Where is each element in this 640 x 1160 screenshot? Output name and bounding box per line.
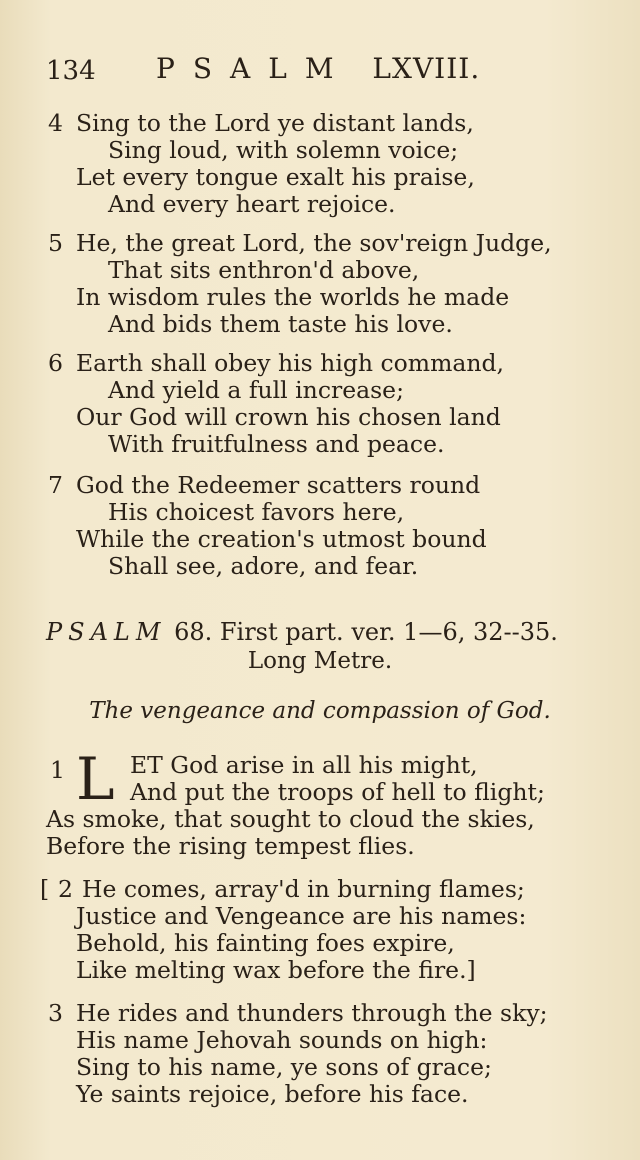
verse-line: He comes, array'd in burning flames; — [82, 875, 525, 903]
stanza-2 — [40, 875, 606, 984]
opening-bracket: [ — [40, 875, 50, 903]
stanza-1 — [46, 745, 606, 860]
verse-line: Ye saints rejoice, before his face. — [76, 1080, 469, 1108]
running-title — [156, 52, 480, 85]
running-title-number: LXVIII. — [372, 52, 481, 85]
verse-number: 1 — [50, 756, 65, 784]
verse-line: Let every tongue exalt his praise, — [76, 163, 475, 191]
verse-line: That sits enthron'd above, — [108, 256, 420, 284]
verse-line: In wisdom rules the worlds he made — [76, 283, 510, 311]
verse-number: 2 — [58, 875, 73, 903]
verse-line: And put the troops of hell to flight; — [130, 778, 545, 806]
verse-line: Justice and Vengeance are his names: — [76, 902, 527, 930]
verse-number: 6 — [48, 349, 63, 377]
stanza-5 — [46, 230, 606, 338]
metre-label: Long Metre. — [247, 648, 393, 674]
page-number: 134 — [46, 56, 96, 86]
psalm-heading — [46, 618, 606, 646]
verse-line: And every heart rejoice. — [108, 190, 396, 218]
stanza-6 — [46, 350, 606, 458]
verse-number: 3 — [48, 999, 63, 1027]
verse-line: Behold, his fainting foes expire, — [76, 929, 455, 957]
verse-line: Our God will crown his chosen land — [76, 403, 501, 431]
verse-line: ET God arise in all his might, — [130, 751, 478, 779]
verse-line: Earth shall obey his high command, — [76, 349, 505, 377]
verse-line: Sing to the Lord ye distant lands, — [76, 109, 474, 137]
verse-line: With fruitfulness and peace. — [108, 430, 445, 458]
verse-line: Before the rising tempest flies. — [46, 832, 415, 860]
verse-line: And yield a full increase; — [108, 376, 405, 404]
verse-line: His name Jehovah sounds on high: — [76, 1026, 488, 1054]
verse-line: He rides and thunders through the sky; — [76, 999, 548, 1027]
verse-line: His choicest favors here, — [108, 498, 405, 526]
verse-number: 5 — [48, 229, 63, 257]
verse-number: 4 — [48, 109, 63, 137]
stanza-3 — [46, 1000, 606, 1108]
verse-line: And bids them taste his love. — [108, 310, 453, 338]
drop-cap: L — [76, 745, 115, 813]
verse-line: Sing to his name, ye sons of grace; — [76, 1053, 492, 1081]
verse-line: While the creation's utmost bound — [76, 525, 487, 553]
verse-line: As smoke, that sought to cloud the skies, — [46, 805, 535, 833]
psalm-heading-word: PSALM — [46, 618, 167, 646]
verse-line: Like melting wax before the fire.] — [76, 956, 476, 984]
verse-number: 7 — [48, 471, 63, 499]
verse-line: Sing loud, with solemn voice; — [108, 136, 459, 164]
verse-line: Shall see, adore, and fear. — [108, 552, 419, 580]
running-header — [46, 52, 606, 92]
verse-line: God the Redeemer scatters round — [76, 471, 481, 499]
psalm-subject: The vengeance and compassion of God. — [89, 698, 551, 724]
stanza-7 — [46, 472, 606, 580]
verse-line: He, the great Lord, the sov'reign Judge, — [76, 229, 552, 257]
psalm-heading-reference: 68. First part. ver. 1—6, 32--35. — [174, 618, 558, 646]
stanza-4 — [46, 110, 606, 218]
running-title-word: PSALM — [156, 52, 352, 85]
